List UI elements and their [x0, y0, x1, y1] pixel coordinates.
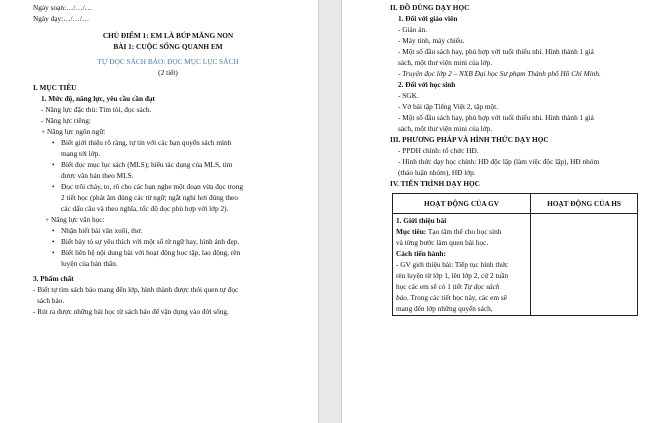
activity-goal-continuation: và từng bước làm quen bài học.: [396, 238, 489, 247]
date-prepared: Ngày soạn:…/…/…: [33, 3, 92, 12]
material-continuation: sách, một thư viện mini của lớp.: [398, 124, 493, 133]
bullet-item: • Biết đọc mục lục sách (MLS); hiểu tác dụng của MLS, tìm: [52, 160, 233, 169]
activity-text: - GV giới thiệu bài: Tiếp tục hình thức: [396, 260, 509, 269]
quality-item: - Rút ra được những bài học từ sách báo để vận dụng vào đời sống.: [33, 307, 229, 316]
bullet-continuation: mang tới lớp.: [61, 149, 101, 158]
competency-literature: + Năng lực văn học:: [45, 215, 105, 224]
material-item: - SGK.: [398, 91, 419, 100]
competency-language: + Năng lực ngôn ngữ:: [41, 127, 106, 136]
section-materials: II. ĐỒ DÙNG DẠY HỌC: [390, 3, 470, 12]
activity-heading: 1. Giới thiệu bài: [396, 216, 447, 225]
bullet-dot-icon: •: [52, 248, 55, 257]
activity-text: mang đến lớp những quyển sách,: [396, 304, 493, 313]
subsection-teacher: 1. Đối với giáo viên: [398, 14, 458, 23]
subsection-qualities: 3. Phẩm chất: [33, 274, 74, 283]
document-page-left: [0, 0, 319, 423]
reading-subtitle: TỰ ĐỌC SÁCH BÁO: ĐỌC MỤC LỤC SÁCH: [97, 57, 239, 66]
material-item: - Máy tính, máy chiếu.: [398, 36, 465, 45]
bullet-dot-icon: •: [52, 237, 55, 246]
header-student-activity: HOẠT ĐỘNG CỦA HS: [531, 194, 638, 214]
bullet-item: • Biết liên hệ nội dung bài với hoạt động học tập, lao động, rèn: [52, 248, 241, 257]
quality-item: - Biết tự tìm sách báo mang đến lớp, hình thành được thói quen tự đọc: [33, 285, 239, 294]
method-continuation: (thảo luận nhóm), HĐ lớp.: [398, 168, 476, 177]
subsection-student: 2. Đối với học sinh: [398, 80, 456, 89]
bullet-item: • Nhận biết bài văn xuôi, thơ.: [52, 226, 143, 235]
material-continuation: sách, một thư viện mini của lớp.: [398, 58, 493, 67]
quality-continuation: sách báo.: [37, 296, 65, 305]
bullet-continuation: 2 tiết học (phát âm đúng các từ ngữ; ngắt nghỉ hơi đúng theo: [61, 193, 238, 202]
section-methods: III. PHƯƠNG PHÁP VÀ HÌNH THỨC DẠY HỌC: [390, 135, 549, 144]
section-objectives: I. MỤC TIÊU: [33, 83, 77, 92]
teacher-activity-cell: [393, 214, 531, 316]
student-activity-cell: [531, 214, 638, 316]
bullet-dot-icon: •: [52, 138, 55, 147]
material-item: - Truyện đọc lớp 2 – NXB Đại học Sư phạm Thành phố Hồ Chí Minh.: [398, 69, 601, 78]
bullet-continuation: được văn bản theo MLS.: [61, 171, 134, 180]
date-taught: Ngày dạy:…/…/…: [33, 14, 90, 23]
theme-title: CHỦ ĐIỂM 1: EM LÀ BÚP MĂNG NON: [102, 31, 234, 40]
table-row: [393, 214, 638, 316]
activity-text: báo. Trong các tiết học này, các em sẽ: [396, 293, 507, 302]
activity-text: học các em sẽ có 1 tiết Tự đọc sách: [396, 282, 500, 291]
activity-table: [392, 193, 638, 316]
page-right-content: [390, 2, 642, 316]
periods: (2 tiết): [158, 68, 178, 77]
bullet-dot-icon: •: [52, 160, 55, 169]
material-item: - Một số đầu sách hay, phù hợp với tuổi thiếu nhi. Hình thành 1 giá: [398, 47, 594, 56]
material-item: - Giáo án.: [398, 25, 427, 34]
method-item: - Hình thức dạy học chính: HĐ độc lập (làm việc độc lập), HĐ nhóm: [398, 157, 600, 166]
material-item: - Vở bài tập Tiếng Việt 2, tập một.: [398, 102, 499, 111]
material-item: - Một số đầu sách hay, phù hợp với tuổi thiếu nhi. Hình thành 1 giá: [398, 113, 594, 122]
bullet-continuation: các dấu câu và theo nghĩa, tốc độ đọc phù hợp với lớp 2).: [61, 204, 229, 213]
competency-specific: - Năng lực đặc thù: Tìm tòi, đọc sách.: [41, 105, 152, 114]
header-teacher-activity: HOẠT ĐỘNG CỦA GV: [393, 194, 531, 214]
lesson-title: BÀI 1: CUỘC SỐNG QUANH EM: [113, 42, 223, 51]
bullet-dot-icon: •: [52, 182, 55, 191]
document-page-right: [341, 0, 650, 423]
competency-own: - Năng lực riêng:: [41, 116, 91, 125]
bullet-item: • Đọc trôi chảy, to, rõ cho các bạn nghe một đoạn vừa đọc trong: [52, 182, 243, 191]
bullet-continuation: luyện của bản thân.: [61, 259, 118, 268]
method-item: - PPDH chính: tổ chức HĐ.: [398, 146, 479, 155]
table-header-row: [393, 194, 638, 214]
bullet-item: • Biết bày tỏ sự yêu thích với một số từ ngữ hay, hình ảnh đẹp.: [52, 237, 240, 246]
activity-text: rèn luyện từ lớp 1, lên lớp 2, cứ 2 tuần: [396, 271, 509, 280]
subsection-competencies: 1. Mức độ, năng lực, yêu cầu cần đạt: [41, 94, 155, 103]
section-process: IV. TIẾN TRÌNH DẠY HỌC: [390, 179, 480, 188]
bullet-dot-icon: •: [52, 226, 55, 235]
activity-method-label: Cách tiến hành:: [396, 249, 446, 258]
page-left-content: [33, 2, 303, 317]
activity-goal: Mục tiêu: Tạo tâm thế cho học sinh: [396, 227, 502, 236]
bullet-item: • Biết giới thiệu rõ ràng, tự tin với các bạn quyển sách mình: [52, 138, 232, 147]
